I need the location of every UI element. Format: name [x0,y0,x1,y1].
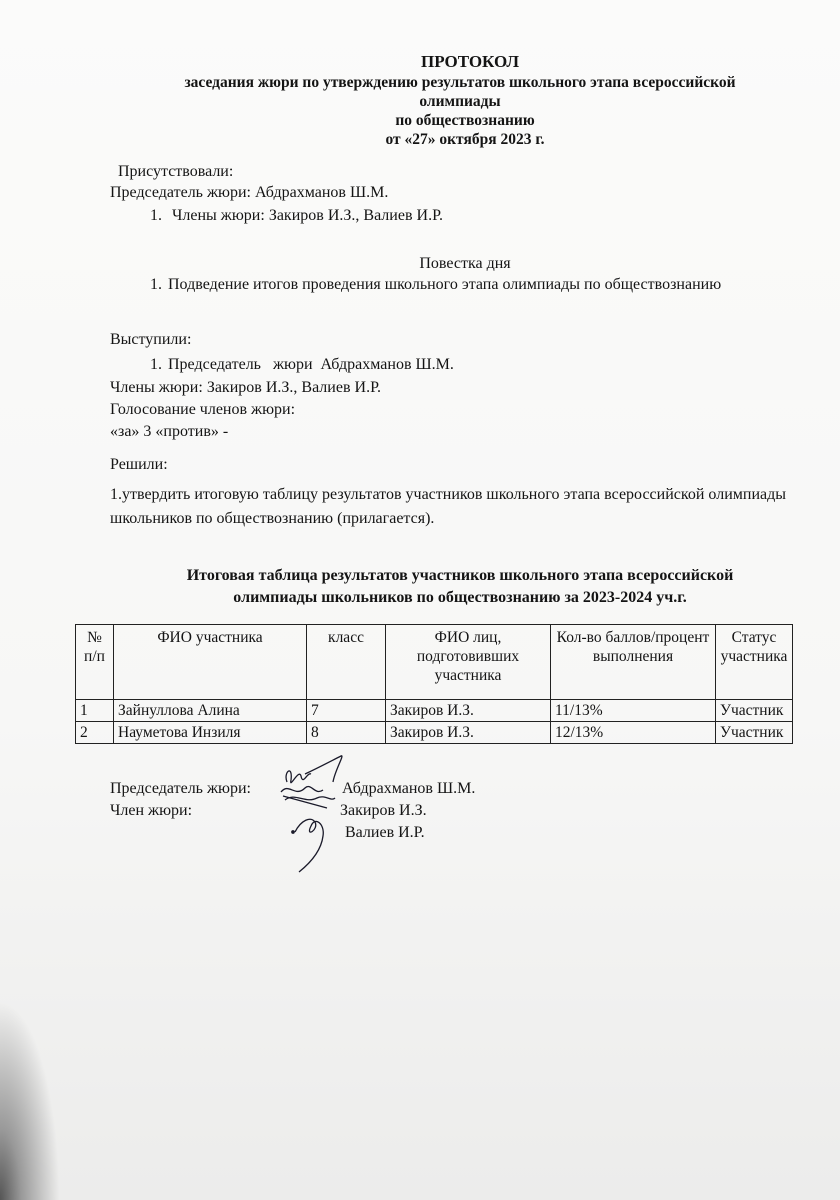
table-title-cont: олимпиады школьников по обществознанию за 2023-2024 уч.г. [233,589,687,606]
document-subtitle-cont: олимпиады [419,93,501,110]
cell-grade: 8 [307,722,386,744]
col-score: Кол-во баллов/процент выполнения [551,625,716,700]
present-members: Члены жюри: Закиров И.З., Валиев И.Р. [172,207,443,224]
speakers-item-num: 1. [150,356,162,373]
cell-status: Участник [716,722,793,744]
cell-teacher: Закиров И.З. [386,700,551,722]
col-status: Статус участника [716,625,793,700]
voting-result: «за» 3 «против» - [110,423,229,440]
results-table [75,624,793,744]
cell-teacher: Закиров И.З. [386,722,551,744]
present-members-num: 1. [150,207,162,224]
speakers-item: Председатель жюри Абдрахманов Ш.М. [168,356,454,373]
agenda-item: Подведение итогов проведения школьного этапа олимпиады по обществознанию [168,276,722,293]
cell-participant: Зайнуллова Алина [114,700,307,722]
present-label: Присутствовали: [118,163,234,180]
signature-member1-name: Закиров И.З. [340,802,427,819]
signature-member-label: Член жюри: [110,802,193,819]
decision-text: 1.утвердить итоговую таблицу результатов участников школьного этапа всероссийской олимпиады школьников по обществознанию (прилагается). [110,486,786,527]
col-participant: ФИО участника [114,625,307,700]
cell-score: 11/13% [551,700,716,722]
handwritten-signatures [275,752,355,877]
cell-participant: Науметова Инзиля [114,722,307,744]
document-title: ПРОТОКОЛ [420,52,519,71]
cell-number: 2 [76,722,114,744]
table-header-row [76,625,793,700]
speakers-members: Члены жюри: Закиров И.З., Валиев И.Р. [110,379,381,396]
cell-grade: 7 [307,700,386,722]
col-grade: класс [307,625,386,700]
present-chair: Председатель жюри: Абдрахманов Ш.М. [110,184,389,201]
decision-label: Решили: [110,456,168,473]
document-date: от «27» октября 2023 г. [385,131,545,148]
cell-score: 12/13% [551,722,716,744]
table-title: Итоговая таблица результатов участников школьного этапа всероссийской [186,567,734,584]
col-teacher: ФИО лиц, подготовивших участника [386,625,551,700]
signature-chair-name: Абдрахманов Ш.М. [342,780,476,797]
cell-status: Участник [716,700,793,722]
document-subtitle: заседания жюри по утверждению результатов школьного этапа всероссийской [184,74,736,91]
table-row [76,700,793,722]
scan-shadow [0,1000,60,1200]
table-row [76,722,793,744]
signature-member2-name: Валиев И.Р. [345,824,425,841]
cell-number: 1 [76,700,114,722]
voting-label: Голосование членов жюри: [110,401,296,418]
agenda-item-num: 1. [150,276,162,293]
signature-chair-label: Председатель жюри: [110,780,251,797]
agenda-label: Повестка дня [419,255,511,272]
document-subject: по обществознанию [395,112,535,129]
speakers-label: Выступили: [110,331,192,348]
col-number: № п/п [76,625,114,700]
